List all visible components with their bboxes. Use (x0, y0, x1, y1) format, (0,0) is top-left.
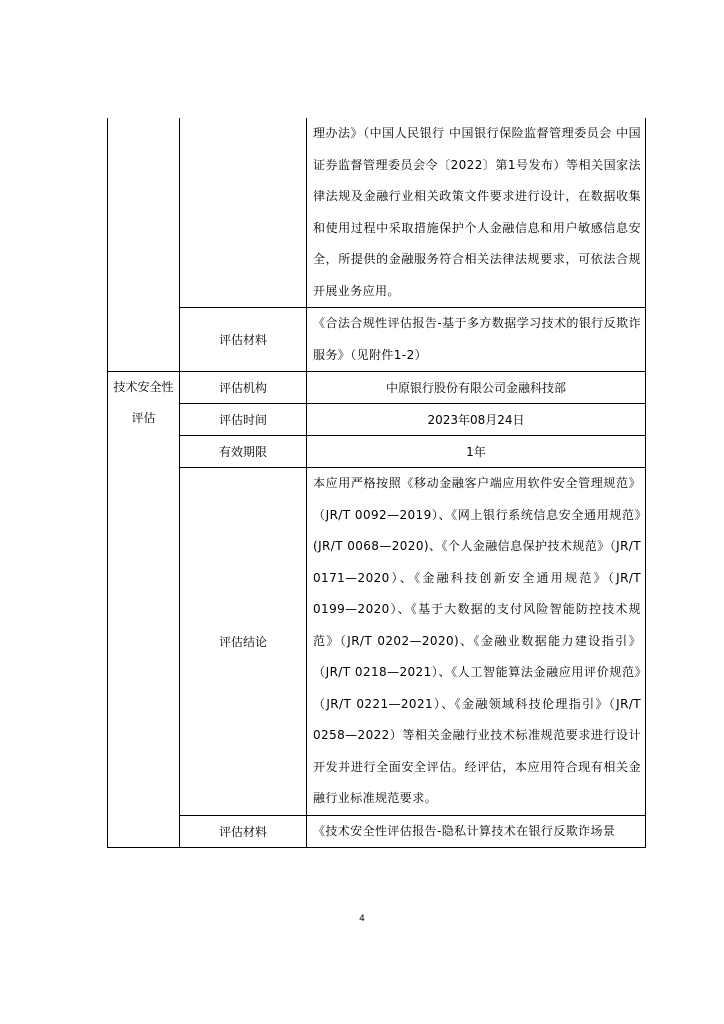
legal-material-cell (307, 308, 646, 372)
conclusion-cell (307, 468, 646, 816)
table-row (108, 436, 646, 468)
table-row (108, 308, 646, 372)
table-row (108, 404, 646, 436)
tech-material-label: 评估材料 (180, 815, 307, 848)
table-row (108, 372, 646, 404)
page-number: 4 (359, 914, 365, 924)
legal-conclusion-text: 理办法》（中国人民银行 中国银行保险监督管理委员会 中国证券监督管理委员会令〔2022〕第1号发布）等相关国家法律法规及金融行业相关政策文件要求进行设计，在数据收集和使用过程中采取措施保护个人金融信息和用户敏感信息安全，所提供的金融服务符合相关法律法规要求，可依法合规开展业务应用。 (313, 126, 641, 298)
org-value: 中原银行股份有限公司金融科技部 (307, 372, 646, 404)
legal-material-text: 《合法合规性评估报告-基于多方数据学习技术的银行反欺诈服务》（见附件1-2） (313, 316, 641, 362)
legal-section-cell (108, 118, 180, 372)
table-row (108, 815, 646, 848)
conclusion-text: 本应用严格按照《移动金融客户端应用软件安全管理规范》（JR/T 0092—2019）、《网上银行系统信息安全通用规范》(JR/T 0068—2020)、《个人金融信息保护技术规范》（JR/T 0171—2020）、《金融科技创新安全通用规范》（JR/T 0199—2020）、《基于大数据的支付风险智能防控技术规范》（JR/T 0202—2020)、《金融业数据能力建设指引》（JR/T 0218—2021）、《人工智能算法金融应用评价规范》（JR/T 0221—2021）、《金融领域科技伦理指引》（JR/T 0258—2022）等相关金融行业技术标准规范要求进行设计开发并进行全面安全评估。经评估，本应用符合现有相关金融行业标准规范要求。 (313, 476, 641, 805)
tech-section-title-line1: 技术安全性 (113, 380, 174, 394)
tech-material-text: 《技术安全性评估报告-隐私计算技术在银行反欺诈场景 (313, 823, 616, 838)
legal-conclusion-label-cell (180, 118, 307, 308)
legal-conclusion-cell (307, 118, 646, 308)
legal-material-label: 评估材料 (180, 308, 307, 372)
tech-section-cell (108, 372, 180, 848)
org-label: 评估机构 (180, 372, 307, 404)
tech-material-cell (307, 815, 646, 848)
conclusion-label: 评估结论 (180, 468, 307, 816)
validity-label: 有效期限 (180, 436, 307, 468)
time-value: 2023年08月24日 (307, 404, 646, 436)
table-row (108, 468, 646, 816)
evaluation-table (107, 118, 646, 848)
tech-section-title-line2: 评估 (131, 411, 156, 425)
time-label: 评估时间 (180, 404, 307, 436)
table-row (108, 118, 646, 308)
validity-value: 1年 (307, 436, 646, 468)
